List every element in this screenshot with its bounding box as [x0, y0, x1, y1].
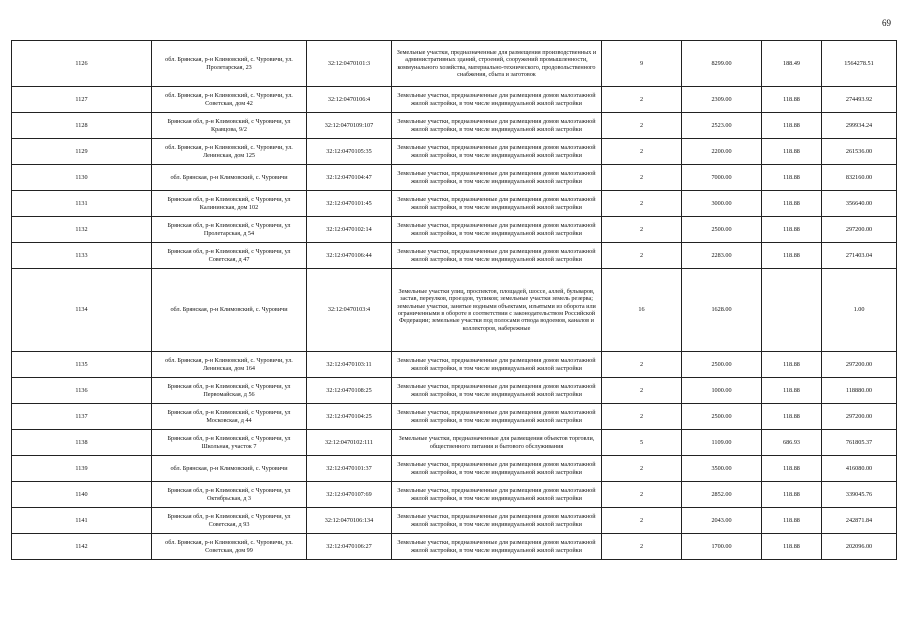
row-number-cell: 1137 [12, 404, 152, 430]
address-cell: обл. Брянская, р-н Климовский, с. Чуровичи, ул. Пролетарская, 23 [152, 41, 307, 87]
cadastral-value-cell: 339045.76 [822, 482, 897, 508]
cadastral-value-cell: 261536.00 [822, 139, 897, 165]
specific-value-cell: 118.88 [762, 404, 822, 430]
land-use-cell: Земельные участки, предназначенные для размещения домов малоэтажной жилой застройки, в том числе индивидуальной жилой застройки [392, 217, 602, 243]
area-cell: 2500.00 [682, 352, 762, 378]
area-cell: 1700.00 [682, 534, 762, 560]
table-row [12, 430, 897, 456]
group-cell: 2 [602, 113, 682, 139]
row-number-cell: 1131 [12, 191, 152, 217]
table-row [12, 113, 897, 139]
specific-value-cell: 118.88 [762, 165, 822, 191]
table-row [12, 534, 897, 560]
land-use-cell: Земельные участки, предназначенные для размещения домов малоэтажной жилой застройки, в том числе индивидуальной жилой застройки [392, 508, 602, 534]
table-row [12, 243, 897, 269]
area-cell: 2200.00 [682, 139, 762, 165]
area-cell: 2500.00 [682, 404, 762, 430]
cadastral-value-cell: 297200.00 [822, 404, 897, 430]
land-use-cell: Земельные участки, предназначенные для размещения домов малоэтажной жилой застройки, в том числе индивидуальной жилой застройки [392, 352, 602, 378]
land-use-cell: Земельные участки, предназначенные для размещения домов малоэтажной жилой застройки, в том числе индивидуальной жилой застройки [392, 482, 602, 508]
cadastral-number-cell: 32:12:0470105:35 [307, 139, 392, 165]
row-number-cell: 1129 [12, 139, 152, 165]
cadastral-value-cell: 416080.00 [822, 456, 897, 482]
area-cell: 7000.00 [682, 165, 762, 191]
address-cell: Брянская обл, р-н Климовский, с Чуровичи, ул Советская, д 93 [152, 508, 307, 534]
cadastral-number-cell: 32:12:0470107:69 [307, 482, 392, 508]
area-cell: 1628.00 [682, 269, 762, 352]
cadastral-value-cell: 297200.00 [822, 352, 897, 378]
cadastral-number-cell: 32:12:0470101:45 [307, 191, 392, 217]
group-cell: 2 [602, 404, 682, 430]
cadastral-value-cell: 242871.84 [822, 508, 897, 534]
group-cell: 2 [602, 352, 682, 378]
group-cell: 2 [602, 165, 682, 191]
cadastral-value-cell: 274493.92 [822, 87, 897, 113]
land-use-cell: Земельные участки, предназначенные для размещения производственных и административных зданий, строений, сооружений промышленности, коммунального хозяйства, материально-технического, продовольственного снабжения, сбыта и заготовок [392, 41, 602, 87]
cadastral-number-cell: 32:12:0470106:134 [307, 508, 392, 534]
land-use-cell: Земельные участки, предназначенные для размещения домов малоэтажной жилой застройки, в том числе индивидуальной жилой застройки [392, 243, 602, 269]
row-number-cell: 1127 [12, 87, 152, 113]
table-row [12, 508, 897, 534]
group-cell: 2 [602, 534, 682, 560]
row-number-cell: 1130 [12, 165, 152, 191]
area-cell: 1000.00 [682, 378, 762, 404]
cadastral-value-cell: 271403.04 [822, 243, 897, 269]
specific-value-cell: 118.88 [762, 482, 822, 508]
group-cell: 2 [602, 456, 682, 482]
cadastral-number-cell: 32:12:0470106:4 [307, 87, 392, 113]
cadastral-number-cell: 32:12:0470106:44 [307, 243, 392, 269]
row-number-cell: 1141 [12, 508, 152, 534]
group-cell: 2 [602, 508, 682, 534]
row-number-cell: 1140 [12, 482, 152, 508]
table-row [12, 269, 897, 352]
table-row [12, 139, 897, 165]
area-cell: 2283.00 [682, 243, 762, 269]
land-use-cell: Земельные участки улиц, проспектов, площадей, шоссе, аллей, бульваров, застав, переулков, проездов, тупиков; земельные участки земель резерва; земельные участки, занятые водными объектами, изъятыми из оборота или ограниченными в обороте в соответствии с законодательством Российской Федерации; земельные участки под полосами отвода водоемов, каналов и коллекторов, набережные [392, 269, 602, 352]
specific-value-cell: 188.49 [762, 41, 822, 87]
table-row [12, 165, 897, 191]
cadastral-number-cell: 32:12:0470104:47 [307, 165, 392, 191]
specific-value-cell: 118.88 [762, 352, 822, 378]
address-cell: Брянская обл, р-н Климовский, с Чуровичи, ул Кравцова, 9/2 [152, 113, 307, 139]
table-row [12, 404, 897, 430]
address-cell: обл. Брянская, р-н Климовский, с. Чуровичи [152, 269, 307, 352]
specific-value-cell: 686.93 [762, 430, 822, 456]
cadastral-value-cell: 1564278.51 [822, 41, 897, 87]
table-row [12, 217, 897, 243]
address-cell: Брянская обл, р-н Климовский, с Чуровичи, ул Московская, д 44 [152, 404, 307, 430]
cadastral-value-cell: 761805.37 [822, 430, 897, 456]
area-cell: 2043.00 [682, 508, 762, 534]
specific-value-cell: 118.88 [762, 456, 822, 482]
cadastral-number-cell: 32:12:0470102:111 [307, 430, 392, 456]
land-use-cell: Земельные участки, предназначенные для размещения домов малоэтажной жилой застройки, в том числе индивидуальной жилой застройки [392, 534, 602, 560]
cadastral-value-cell: 832160.00 [822, 165, 897, 191]
specific-value-cell: 118.88 [762, 87, 822, 113]
row-number-cell: 1138 [12, 430, 152, 456]
cadastral-number-cell: 32:12:0470101:37 [307, 456, 392, 482]
address-cell: обл. Брянская, р-н Климовский, с. Чуровичи [152, 456, 307, 482]
group-cell: 2 [602, 243, 682, 269]
page-number: 69 [882, 18, 891, 28]
area-cell: 1109.00 [682, 430, 762, 456]
specific-value-cell: 118.88 [762, 139, 822, 165]
row-number-cell: 1126 [12, 41, 152, 87]
table-row [12, 482, 897, 508]
address-cell: Брянская обл, р-н Климовский, с Чуровичи, ул Советская, д 47 [152, 243, 307, 269]
specific-value-cell: 118.88 [762, 243, 822, 269]
land-use-cell: Земельные участки, предназначенные для размещения объектов торговли, общественного питания и бытового обслуживания [392, 430, 602, 456]
area-cell: 2309.00 [682, 87, 762, 113]
group-cell: 5 [602, 430, 682, 456]
table-row [12, 378, 897, 404]
address-cell: Брянская обл, р-н Климовский, с Чуровичи, ул Первомайская, д 56 [152, 378, 307, 404]
row-number-cell: 1133 [12, 243, 152, 269]
group-cell: 2 [602, 482, 682, 508]
specific-value-cell: 118.88 [762, 534, 822, 560]
group-cell: 2 [602, 87, 682, 113]
area-cell: 8299.00 [682, 41, 762, 87]
address-cell: Брянская обл, р-н Климовский, с Чуровичи, ул Школьная, участок 7 [152, 430, 307, 456]
land-use-cell: Земельные участки, предназначенные для размещения домов малоэтажной жилой застройки, в том числе индивидуальной жилой застройки [392, 191, 602, 217]
address-cell: обл. Брянская, р-н Климовский, с. Чуровичи, ул. Советская, дом 42 [152, 87, 307, 113]
address-cell: обл. Брянская, р-н Климовский, с. Чуровичи [152, 165, 307, 191]
land-use-cell: Земельные участки, предназначенные для размещения домов малоэтажной жилой застройки, в том числе индивидуальной жилой застройки [392, 87, 602, 113]
land-use-cell: Земельные участки, предназначенные для размещения домов малоэтажной жилой застройки, в том числе индивидуальной жилой застройки [392, 456, 602, 482]
cadastral-number-cell: 32:12:0470102:14 [307, 217, 392, 243]
row-number-cell: 1132 [12, 217, 152, 243]
area-cell: 3500.00 [682, 456, 762, 482]
cadastral-number-cell: 32:12:0470104:25 [307, 404, 392, 430]
group-cell: 2 [602, 191, 682, 217]
specific-value-cell: 118.88 [762, 508, 822, 534]
table-row [12, 456, 897, 482]
table-row [12, 191, 897, 217]
cadastral-value-cell: 356640.00 [822, 191, 897, 217]
specific-value-cell: 118.88 [762, 217, 822, 243]
group-cell: 9 [602, 41, 682, 87]
row-number-cell: 1142 [12, 534, 152, 560]
table-row [12, 41, 897, 87]
row-number-cell: 1136 [12, 378, 152, 404]
address-cell: обл. Брянская, р-н Климовский, с. Чуровичи, ул. Ленинская, дом 125 [152, 139, 307, 165]
cadastral-value-cell: 118880.00 [822, 378, 897, 404]
cadastral-number-cell: 32:12:0470109:107 [307, 113, 392, 139]
specific-value-cell: 118.88 [762, 113, 822, 139]
land-use-cell: Земельные участки, предназначенные для размещения домов малоэтажной жилой застройки, в том числе индивидуальной жилой застройки [392, 404, 602, 430]
cadastral-number-cell: 32:12:0470106:27 [307, 534, 392, 560]
address-cell: Брянская обл, р-н Климовский, с Чуровичи, ул Пролетарская, д 54 [152, 217, 307, 243]
address-cell: обл. Брянская, р-н Климовский, с. Чуровичи, ул. Ленинская, дом 164 [152, 352, 307, 378]
group-cell: 2 [602, 217, 682, 243]
land-use-cell: Земельные участки, предназначенные для размещения домов малоэтажной жилой застройки, в том числе индивидуальной жилой застройки [392, 113, 602, 139]
table-row [12, 352, 897, 378]
specific-value-cell: 118.88 [762, 191, 822, 217]
cadastral-number-cell: 32:12:0470101:3 [307, 41, 392, 87]
address-cell: Брянская обл, р-н Климовский, с Чуровичи, ул Октябрьская, д 3 [152, 482, 307, 508]
land-use-cell: Земельные участки, предназначенные для размещения домов малоэтажной жилой застройки, в том числе индивидуальной жилой застройки [392, 378, 602, 404]
land-use-cell: Земельные участки, предназначенные для размещения домов малоэтажной жилой застройки, в том числе индивидуальной жилой застройки [392, 165, 602, 191]
cadastral-number-cell: 32:12:0470103:4 [307, 269, 392, 352]
address-cell: Брянская обл, р-н Климовский, с Чуровичи, ул Калининская, дом 102 [152, 191, 307, 217]
specific-value-cell: 118.88 [762, 378, 822, 404]
area-cell: 2500.00 [682, 217, 762, 243]
specific-value-cell [762, 269, 822, 352]
area-cell: 2852.00 [682, 482, 762, 508]
row-number-cell: 1139 [12, 456, 152, 482]
cadastral-value-cell: 202096.00 [822, 534, 897, 560]
group-cell: 16 [602, 269, 682, 352]
address-cell: обл. Брянская, р-н Климовский, с. Чуровичи, ул. Советская, дом 99 [152, 534, 307, 560]
row-number-cell: 1128 [12, 113, 152, 139]
cadastral-value-cell: 1.00 [822, 269, 897, 352]
cadastral-value-cell: 299934.24 [822, 113, 897, 139]
cadastral-number-cell: 32:12:0470108:25 [307, 378, 392, 404]
cadastral-number-cell: 32:12:0470103:11 [307, 352, 392, 378]
area-cell: 3000.00 [682, 191, 762, 217]
table-row [12, 87, 897, 113]
land-use-cell: Земельные участки, предназначенные для размещения домов малоэтажной жилой застройки, в том числе индивидуальной жилой застройки [392, 139, 602, 165]
group-cell: 2 [602, 139, 682, 165]
row-number-cell: 1135 [12, 352, 152, 378]
cadastral-value-table [11, 40, 897, 560]
cadastral-value-cell: 297200.00 [822, 217, 897, 243]
group-cell: 2 [602, 378, 682, 404]
area-cell: 2523.00 [682, 113, 762, 139]
row-number-cell: 1134 [12, 269, 152, 352]
